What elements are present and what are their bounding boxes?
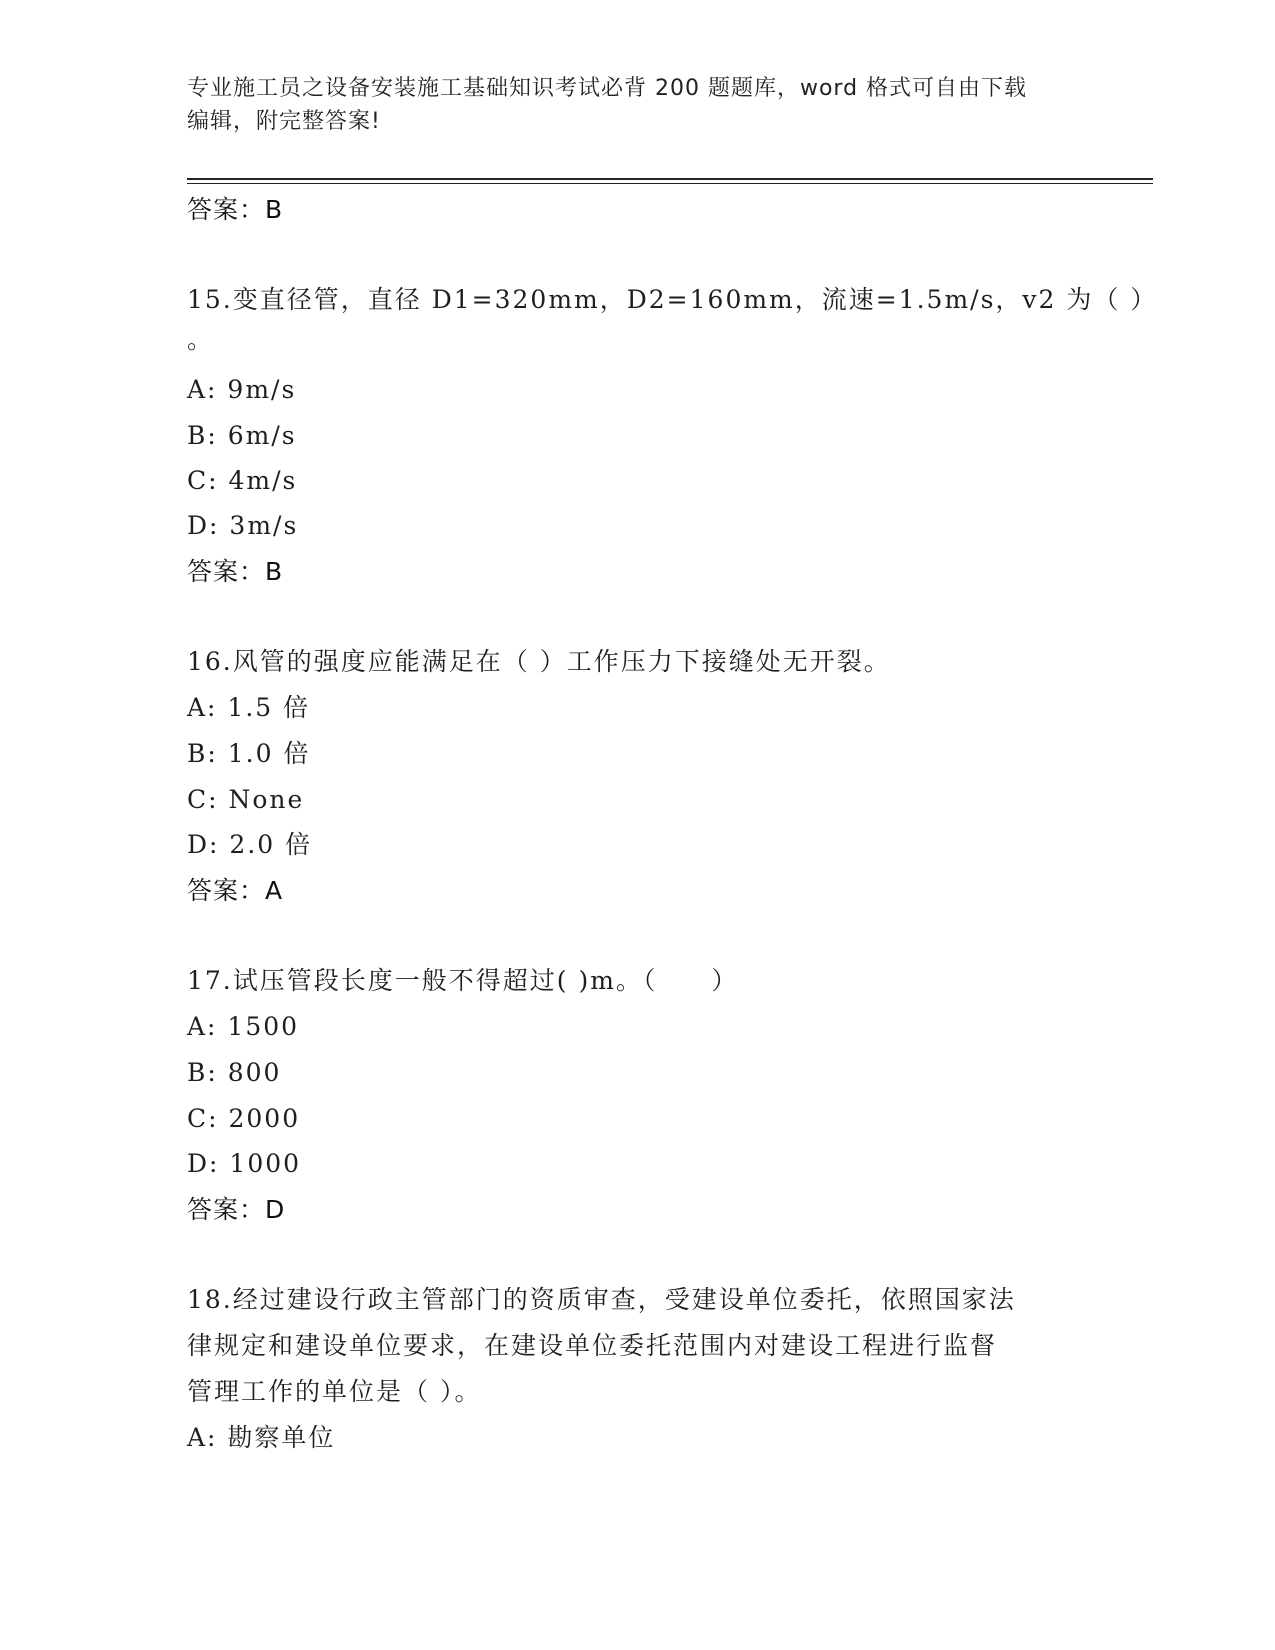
question-15-answer: 答案：B <box>187 557 284 586</box>
question-16-answer: 答案：A <box>187 876 284 905</box>
question-15-option-a: A: 9m/s <box>187 375 297 404</box>
question-15-stem-line-2: 。 <box>187 325 215 354</box>
question-15-stem-line-1: 15.变直径管，直径 D1=320mm，D2=160mm，流速=1.5m/s，v2 为（ ） <box>187 285 1158 314</box>
question-18-stem-line-3: 管理工作的单位是（ ）。 <box>187 1377 482 1406</box>
question-18-stem-line-1: 18.经过建设行政主管部门的资质审查，受建设单位委托，依照国家法 <box>187 1285 1016 1314</box>
question-16-option-b: B: 1.0 倍 <box>187 739 311 768</box>
question-16-option-c: C: None <box>187 785 305 814</box>
question-15-option-d: D: 3m/s <box>187 511 299 540</box>
question-16-option-a: A: 1.5 倍 <box>187 693 311 722</box>
header-line-1: 专业施工员之设备安装施工基础知识考试必背 200 题题库，word 格式可自由下载 <box>187 76 1028 101</box>
question-16-option-d: D: 2.0 倍 <box>187 830 313 859</box>
question-18-option-a: A: 勘察单位 <box>187 1423 336 1452</box>
question-17-option-b: B: 800 <box>187 1058 282 1087</box>
previous-answer: 答案：B <box>187 195 284 224</box>
question-16-stem-line-1: 16.风管的强度应能满足在（ ）工作压力下接缝处无开裂。 <box>187 647 891 676</box>
question-17-option-c: C: 2000 <box>187 1104 301 1133</box>
question-18-stem-line-2: 律规定和建设单位要求，在建设单位委托范围内对建设工程进行监督 <box>187 1331 998 1360</box>
header-divider-thin <box>187 183 1153 184</box>
question-17-option-d: D: 1000 <box>187 1149 302 1178</box>
question-17-stem-line-1: 17.试压管段长度一般不得超过( )m。（ ） <box>187 966 739 995</box>
question-15-option-b: B: 6m/s <box>187 421 297 450</box>
header-line-2: 编辑，附完整答案! <box>187 109 381 134</box>
header-divider-thick <box>187 178 1153 180</box>
document-header <box>187 72 1087 138</box>
question-15-option-c: C: 4m/s <box>187 466 298 495</box>
question-17-answer: 答案：D <box>187 1195 286 1224</box>
question-17-option-a: A: 1500 <box>187 1012 300 1041</box>
